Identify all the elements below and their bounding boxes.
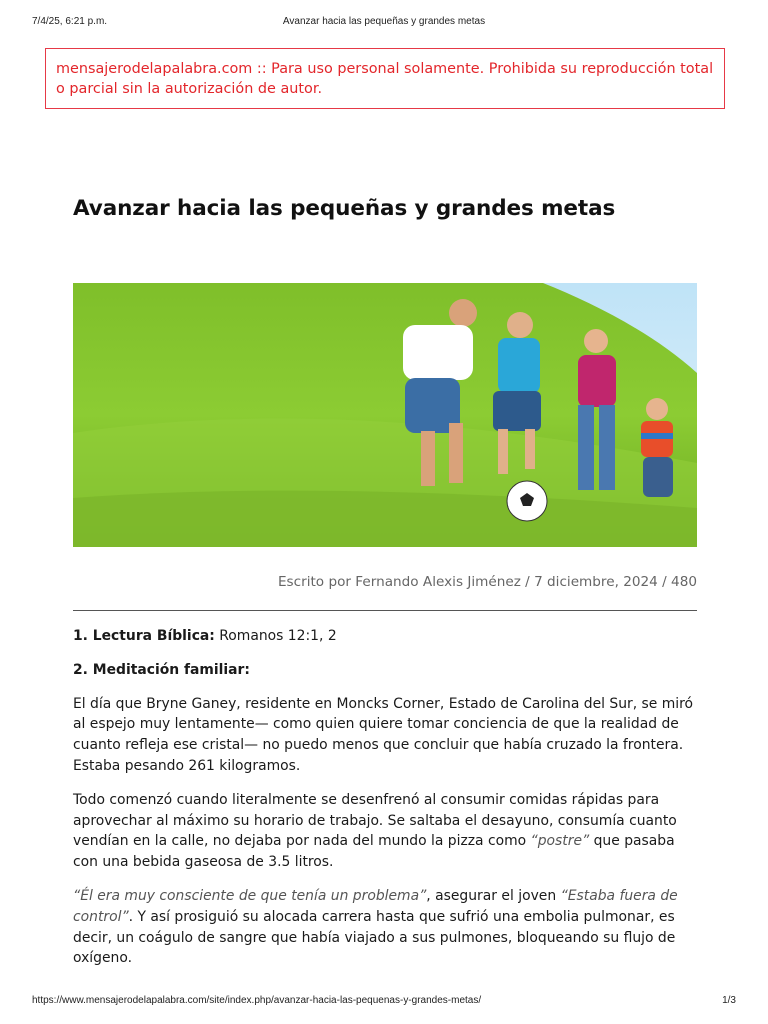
meditation-label: 2. Meditación familiar: <box>73 661 250 678</box>
page-number: 1/3 <box>722 995 736 1006</box>
article-title: Avanzar hacia las pequeñas y grandes metas <box>73 196 616 221</box>
article-byline: Escrito por Fernando Alexis Jiménez / 7 diciembre, 2024 / 480 <box>277 574 697 590</box>
paragraph-3-quote-1: “Él era muy consciente de que tenía un problema” <box>73 887 427 904</box>
paragraph-2-quote: “postre” <box>530 833 590 850</box>
soccer-ball <box>507 481 547 521</box>
paragraph-2-text-b: que pasaba con una bebida gaseosa de 3.5 litros. <box>73 833 675 871</box>
reading-line <box>73 626 701 647</box>
print-footer <box>32 995 736 1009</box>
print-url: https://www.mensajerodelapalabra.com/site/index.php/avanzar-hacia-las-pequenas-y-grandes-metas/ <box>32 995 482 1006</box>
meditation-heading <box>73 660 701 681</box>
paragraph-2-text-a: Todo comenzó cuando literalmente se desenfrenó al consumir comidas rápidas para aprovechar al máximo su horario de trabajo. Se saltaba el desayuno, consumía cuanto vendían en la calle, no dejaba por nada del mundo la pizza como <box>73 791 677 850</box>
paragraph-3-text-b: . Y así prosiguió su alocada carrera hasta que sufrió una embolia pulmonar, es decir, un coágulo de sangre que había viajado a sus pulmones, bloqueando su flujo de oxígeno. <box>73 908 676 967</box>
paragraph-1: El día que Bryne Ganey, residente en Moncks Corner, Estado de Carolina del Sur, se miró al espejo muy lentamente— como quien quiere tomar conciencia de que la realidad de cuanto refleja ese cristal— no puedo menos que concluir que había cruzado la frontera. Estaba pesando 261 kilogramos. <box>73 695 694 774</box>
print-header <box>32 16 736 30</box>
reading-label: 1. Lectura Bíblica: <box>73 628 215 644</box>
copyright-notice: mensajerodelapalabra.com :: Para uso personal solamente. Prohibida su reproducción total o parcial sin la autorización de autor. <box>45 48 725 109</box>
paragraph-3-quote-2: “Estaba fuera de control” <box>73 887 678 925</box>
reading-value: Romanos 12:1, 2 <box>214 628 337 644</box>
divider <box>73 610 697 611</box>
hero-image-family-playing-soccer <box>73 283 697 547</box>
print-date: 7/4/25, 6:21 p.m. <box>32 16 108 27</box>
paragraph-3 <box>73 886 701 969</box>
paragraph-2 <box>73 790 701 873</box>
print-title: Avanzar hacia las pequeñas y grandes metas <box>282 16 486 27</box>
article-body <box>73 626 701 982</box>
paragraph-3-text-a: , asegurar el joven <box>426 887 561 904</box>
family-illustration <box>73 283 697 547</box>
